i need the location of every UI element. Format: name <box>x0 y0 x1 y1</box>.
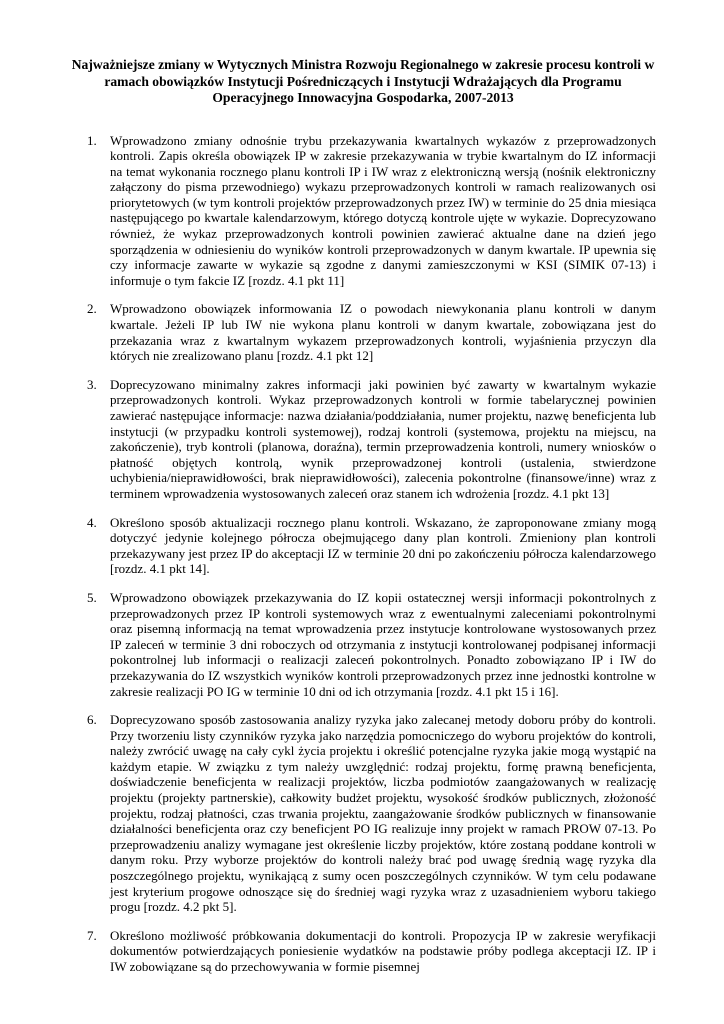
list-item-number: 4. <box>87 514 97 530</box>
document-list <box>70 133 656 975</box>
list-item <box>70 590 656 699</box>
list-item-text: Doprecyzowano minimalny zakres informacji jaki powinien być zawarty w kwartalnym wykazie przeprowadzonych kontroli. Wykaz przeprowadzonych kontroli w formie tabelarycznej powinien zawierać następujące informacje: nazwa działania/poddziałania, numer projektu, nazwę beneficjenta lub instytucji (w przypadku kontroli systemowej), rodzaj kontroli (systemowa, projektu na miejscu, na zakończenie), tryb kontroli (planowa, doraźna), termin przeprowadzenia kontroli, numery wniosków o płatność objętych kontrolą, wynik przeprowadzonej kontroli (ustalenia, stwierdzone uchybienia/nieprawidłowości, brak nieprawidłowości), zalecenia pokontrolne (finansowe/inne) wraz z terminem wprowadzenia wystosowanych zaleceń oraz stanem ich wdrożenia [rozdz. 4.1 pkt 13] <box>110 376 656 501</box>
list-item-number: 3. <box>87 376 97 392</box>
list-item-number: 6. <box>87 712 97 728</box>
list-item <box>70 133 656 289</box>
list-item <box>70 928 656 975</box>
list-item <box>70 301 656 363</box>
list-item-text: Wprowadzono obowiązek informowania IZ o powodach niewykonania planu kontroli w danym kwartale. Jeżeli IP lub IW nie wykona planu kontroli w danym kwartale, zobowiązana jest do przekazania wraz z kwartalnym wykazem przeprowadzonych kontroli, wyjaśnienia przyczyn dla których nie zrealizowano planu [rozdz. 4.1 pkt 12] <box>110 301 656 364</box>
list-item <box>70 712 656 915</box>
list-item-text: Doprecyzowano sposób zastosowania analizy ryzyka jako zalecanej metody doboru próby do kontroli. Przy tworzeniu listy czynników ryzyka jako narzędzia pomocniczego do wyboru projektów do kontroli, należy zwrócić uwagę na cały cykl życia projektu i określić potencjalne ryzyka jakie mogą wystąpić na każdym etapie. W związku z tym należy uwzględnić: rodzaj projektu, formę prawną beneficjenta, doświadczenie beneficjenta w realizacji projektów, liczba podmiotów zaangażowanych w realizację projektu (projekty partnerskie), całkowity budżet projektu, wysokość środków publicznych, złożoność projektu, rodzaj płatności, czas trwania projektu, zaangażowanie środków publicznych w finansowanie działalności beneficjenta oraz czy beneficjent PO IG realizuje inny projekt w ramach PROW 07-13. Po przeprowadzeniu analizy wymagane jest określenie liczby projektów, które zostaną poddane kontroli w danym roku. Przy wyborze projektów do kontroli należy brać pod uwagę średnią wagę ryzyka dla poszczególnego projektu, wynikającą z sumy ocen poszczególnych czynników. W tym celu podawane jest kryterium progowe odnoszące się do średniej wagi ryzyka wraz z uzasadnieniem wyboru takiego progu [rozdz. 4.2 pkt 5]. <box>110 712 656 915</box>
list-item-text: Określono sposób aktualizacji rocznego planu kontroli. Wskazano, że zaproponowane zmiany mogą dotyczyć jedynie kolejnego półrocza obejmującego dany plan kontroli. Zmieniony plan kontroli przekazywany jest przez IP do akceptacji IZ w terminie 20 dni po zakończeniu półrocza kalendarzowego [rozdz. 4.1 pkt 14]. <box>110 514 656 577</box>
document-title: Najważniejsze zmiany w Wytycznych Ministra Rozwoju Regionalnego w zakresie procesu kontroli w ramach obowiązków Instytucji Pośredniczących i Instytucji Wdrażających dla Programu Operacyjnego Innowacyjna Gospodarka, 2007-2013 <box>71 57 655 105</box>
list-item-number: 7. <box>87 927 97 943</box>
list-item-text: Wprowadzono obowiązek przekazywania do IZ kopii ostatecznej wersji informacji pokontrolnych z przeprowadzonych przez IP kontroli systemowych wraz z ewentualnymi zaleceniami pokontrolnymi oraz pisemną informacją na temat wprowadzenia przez instytucje kontrolowane wystosowanych przez IP zaleceń w terminie 3 dni roboczych od otrzymania z instytucji kontrolowanej podpisanej informacji pokontrolnej lub informacji o realizacji zaleceń pokontrolnych. Ponadto zobowiązano IP i IW do przekazywania do IZ wszystkich wyników kontroli przeprowadzonych przez inne jednostki kontrolne w zakresie realizacji PO IG w terminie 10 dni od ich otrzymania [rozdz. 4.1 pkt 15 i 16]. <box>110 589 656 699</box>
list-item <box>70 377 656 502</box>
list-item-text: Określono możliwość próbkowania dokumentacji do kontroli. Propozycja IP w zakresie weryfikacji dokumentów potwierdzających poniesienie wydatków na podstawie próby podlega akceptacji IZ. IP i IW zobowiązane są do przechowywania w formie pisemnej <box>110 927 656 974</box>
list-item-number: 1. <box>87 132 97 148</box>
list-item-number: 2. <box>87 301 97 317</box>
list-item-text: Wprowadzono zmiany odnośnie trybu przekazywania kwartalnych wykazów z przeprowadzonych kontroli. Zapis określa obowiązek IP w zakresie przekazywania w trybie kwartalnym do IZ informacji na temat wykonania rocznego planu kontroli IP i IW wraz z elektroniczną wersją (nośnik elektroniczny załączony do pisma przewodniego) wykazu przeprowadzonych kontroli w ramach realizowanych osi priorytetowych (w tym kontroli projektów przeprowadzonych przez IW) w terminie do 25 dnia miesiąca następującego po kwartale kalendarzowym, którego dotyczą kontrole ujęte w wykazie. Doprecyzowano również, że wykaz przeprowadzonych kontroli powinien zawierać aktualne dane na dzień jego sporządzenia w odniesieniu do wyników kontroli przeprowadzonych w danym kwartale. IP upewnia się czy informacje zawarte w wykazie są zgodne z danymi zamieszczonymi w KSI (SIMIK 07-13) i informuje o tym fakcie IZ [rozdz. 4.1 pkt 11] <box>110 132 656 288</box>
list-item-number: 5. <box>87 589 97 605</box>
list-item <box>70 515 656 577</box>
